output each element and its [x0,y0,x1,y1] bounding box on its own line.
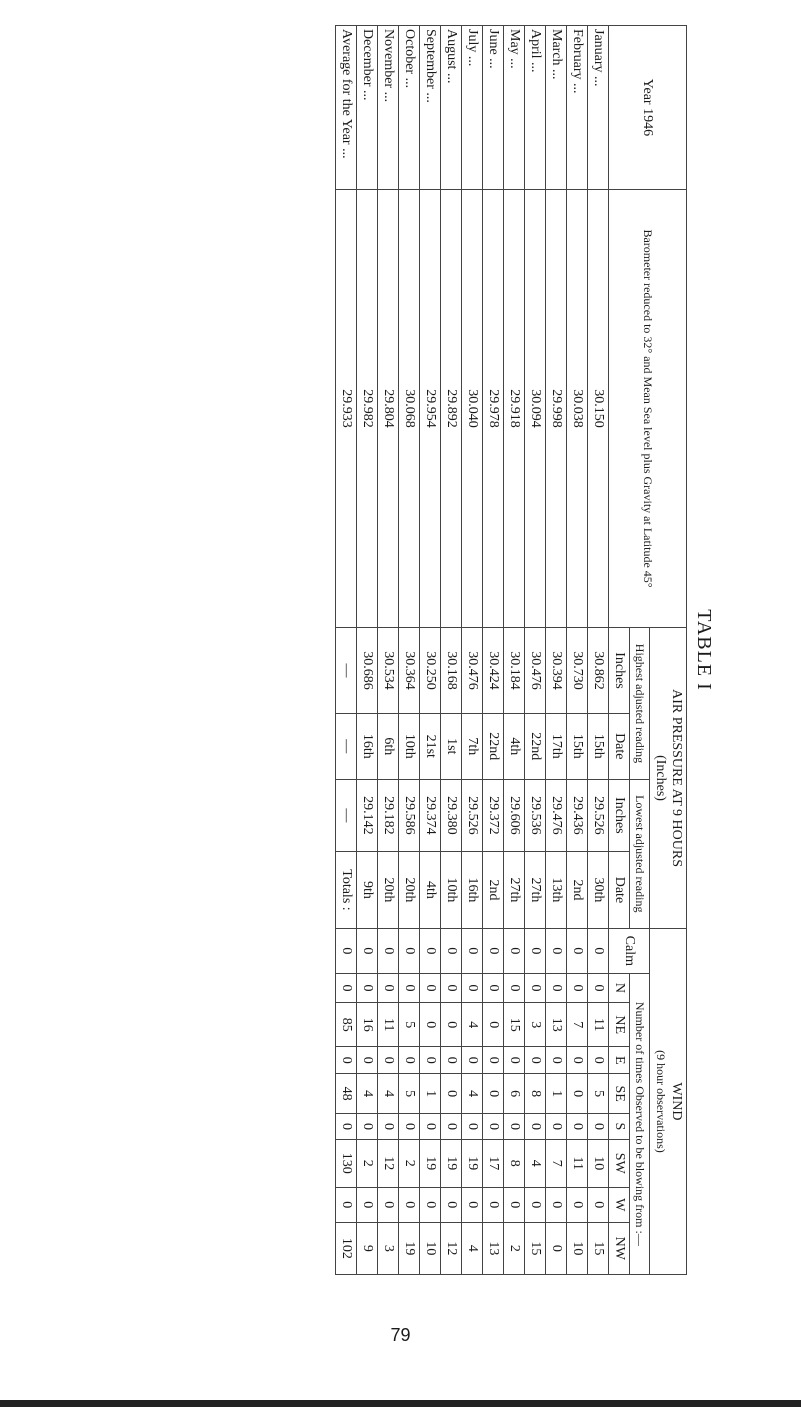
lowest-date: 4th [419,852,440,929]
wind-e-count: 0 [440,1047,461,1074]
calm-count: 0 [545,928,566,973]
calm-count: 0 [482,928,503,973]
highest-inches: — [335,628,356,714]
wind-nw-count: 4 [461,1222,482,1274]
lowest-inches: 29.586 [398,779,419,851]
wind-nw-count: 9 [356,1222,377,1274]
wind-sw-count: 10 [587,1139,608,1187]
lowest-inches: 29.536 [524,779,545,851]
wind-se-count: 48 [335,1074,356,1114]
wind-s-count: 0 [356,1114,377,1139]
wind-s-count: 0 [503,1114,524,1139]
barometer-value: 30.094 [524,189,545,627]
month-label: December ... [356,26,377,190]
highest-date: 22nd [524,713,545,779]
lowest-date: 13th [545,852,566,929]
wind-nw-count: 2 [503,1222,524,1274]
table-row [461,26,482,1275]
wind-s-count: 0 [377,1114,398,1139]
wind-n-count: 0 [356,973,377,1002]
wind-n-count: 0 [545,973,566,1002]
header-observed: Number of times Observed to be blowing from :— [629,973,649,1274]
highest-inches: 30.730 [566,628,587,714]
table-row [545,26,566,1275]
header-lo-date: Date [608,852,629,929]
barometer-value: 29.998 [545,189,566,627]
wind-s-count: 0 [482,1114,503,1139]
lowest-date: 30th [587,852,608,929]
table-row [482,26,503,1275]
wind-nw-count: 12 [440,1222,461,1274]
lowest-date: 20th [377,852,398,929]
wind-ne-count: 11 [377,1003,398,1047]
header-wind-group: WIND (9 hour observations) [649,928,686,1274]
calm-count: 0 [377,928,398,973]
month-label: March ... [545,26,566,190]
calm-count: 0 [398,928,419,973]
wind-e-count: 0 [587,1047,608,1074]
lowest-inches: 29.142 [356,779,377,851]
bottom-rule [0,1400,801,1407]
wind-sw-count: 19 [419,1139,440,1187]
calm-count: 0 [440,928,461,973]
lowest-inches: 29.526 [587,779,608,851]
wind-s-count: 0 [398,1114,419,1139]
lowest-inches: 29.476 [545,779,566,851]
highest-inches: 30.184 [503,628,524,714]
barometer-value: 29.933 [335,189,356,627]
wind-e-count: 0 [356,1047,377,1074]
wind-sw-count: 11 [566,1139,587,1187]
lowest-inches: 29.436 [566,779,587,851]
wind-w-count: 0 [587,1187,608,1222]
calm-count: 0 [566,928,587,973]
wind-sw-count: 7 [545,1139,566,1187]
wind-sw-count: 17 [482,1139,503,1187]
wind-s-count: 0 [545,1114,566,1139]
table-row [524,26,545,1275]
header-calm: Calm [608,928,649,973]
wind-w-count: 0 [482,1187,503,1222]
wind-e-count: 0 [335,1047,356,1074]
wind-se-count: 1 [545,1074,566,1114]
wind-s-count: 0 [524,1114,545,1139]
header-air-group: AIR PRESSURE AT 9 HOURS (Inches) [649,628,686,929]
header-barometer: Barometer reduced to 32° and Mean Sea level plus Gravity at Latitude 45° [608,189,686,627]
calm-count: 0 [335,928,356,973]
table-row [587,26,608,1275]
lowest-date: 20th [398,852,419,929]
header-hi-inches: Inches [608,628,629,714]
wind-n-count: 0 [566,973,587,1002]
header-year: Year 1946 [608,26,686,190]
wind-e-count: 0 [377,1047,398,1074]
highest-inches: 30.250 [419,628,440,714]
month-label: April ... [524,26,545,190]
calm-count: 0 [503,928,524,973]
wind-se-count: 5 [587,1074,608,1114]
wind-nw-count: 13 [482,1222,503,1274]
wind-s-count: 0 [461,1114,482,1139]
wind-nw-count: 10 [566,1222,587,1274]
wind-ne-count: 15 [503,1003,524,1047]
wind-se-count: 0 [566,1074,587,1114]
wind-w-count: 0 [461,1187,482,1222]
wind-e-count: 0 [461,1047,482,1074]
lowest-date: 16th [461,852,482,929]
wind-se-count: 5 [398,1074,419,1114]
header-highest: Highest adjusted reading [629,628,649,780]
wind-e-count: 0 [419,1047,440,1074]
header-dir-w: W [608,1187,629,1222]
wind-n-count: 0 [503,973,524,1002]
wind-sw-count: 4 [524,1139,545,1187]
barometer-value: 29.954 [419,189,440,627]
wind-nw-count: 19 [398,1222,419,1274]
header-dir-s: S [608,1114,629,1139]
wind-ne-count: 3 [524,1003,545,1047]
barometer-value: 30.150 [587,189,608,627]
wind-n-count: 0 [419,973,440,1002]
wind-n-count: 0 [482,973,503,1002]
highest-date: 21st [419,713,440,779]
wind-sw-count: 130 [335,1139,356,1187]
barometer-value: 30.038 [566,189,587,627]
wind-e-count: 0 [545,1047,566,1074]
wind-sw-count: 2 [398,1139,419,1187]
highest-date: 15th [566,713,587,779]
barometer-value: 29.892 [440,189,461,627]
wind-ne-count: 0 [482,1003,503,1047]
wind-e-count: 0 [503,1047,524,1074]
wind-se-count: 4 [377,1074,398,1114]
wind-n-count: 0 [461,973,482,1002]
totals-row [335,26,356,1275]
lowest-date: 2nd [482,852,503,929]
wind-ne-count: 13 [545,1003,566,1047]
month-label: November ... [377,26,398,190]
wind-se-count: 4 [356,1074,377,1114]
lowest-inches: 29.526 [461,779,482,851]
wind-ne-count: 85 [335,1003,356,1047]
lowest-date: 27th [524,852,545,929]
wind-w-count: 0 [566,1187,587,1222]
lowest-date: 2nd [566,852,587,929]
month-label: February ... [566,26,587,190]
table-row [503,26,524,1275]
wind-s-count: 0 [335,1114,356,1139]
month-label: July ... [461,26,482,190]
header-dir-ne: NE [608,1003,629,1047]
month-label: September ... [419,26,440,190]
table-row [440,26,461,1275]
header-dir-e: E [608,1047,629,1074]
lowest-inches: 29.380 [440,779,461,851]
barometer-value: 30.068 [398,189,419,627]
wind-n-count: 0 [440,973,461,1002]
wind-s-count: 0 [440,1114,461,1139]
highest-inches: 30.364 [398,628,419,714]
table-row [356,26,377,1275]
wind-ne-count: 7 [566,1003,587,1047]
wind-ne-count: 11 [587,1003,608,1047]
table-title: TABLE I [692,609,715,691]
lowest-date: Totals : [335,852,356,929]
wind-e-count: 0 [524,1047,545,1074]
barometer-value: 29.978 [482,189,503,627]
highest-inches: 30.862 [587,628,608,714]
lowest-date: 10th [440,852,461,929]
highest-inches: 30.168 [440,628,461,714]
highest-date: 10th [398,713,419,779]
wind-w-count: 0 [503,1187,524,1222]
month-label: June ... [482,26,503,190]
lowest-inches: 29.182 [377,779,398,851]
table-row [566,26,587,1275]
wind-nw-count: 10 [419,1222,440,1274]
wind-s-count: 0 [419,1114,440,1139]
wind-w-count: 0 [335,1187,356,1222]
header-lo-inches: Inches [608,779,629,851]
data-table [335,25,687,1275]
wind-se-count: 8 [524,1074,545,1114]
wind-s-count: 0 [587,1114,608,1139]
highest-date: 16th [356,713,377,779]
calm-count: 0 [461,928,482,973]
wind-sw-count: 2 [356,1139,377,1187]
wind-sw-count: 19 [440,1139,461,1187]
calm-count: 0 [419,928,440,973]
wind-nw-count: 3 [377,1222,398,1274]
wind-nw-count: 102 [335,1222,356,1274]
highest-date: 17th [545,713,566,779]
wind-n-count: 0 [524,973,545,1002]
highest-date: 7th [461,713,482,779]
calm-count: 0 [587,928,608,973]
table-row [419,26,440,1275]
wind-sw-count: 8 [503,1139,524,1187]
lowest-inches: 29.372 [482,779,503,851]
highest-inches: 30.534 [377,628,398,714]
wind-se-count: 4 [461,1074,482,1114]
wind-w-count: 0 [398,1187,419,1222]
highest-date: 22nd [482,713,503,779]
barometer-value: 30.040 [461,189,482,627]
header-hi-date: Date [608,713,629,779]
header-lowest: Lowest adjusted reading [629,779,649,928]
month-label: Average for the Year ... [335,26,356,190]
month-label: October ... [398,26,419,190]
wind-w-count: 0 [356,1187,377,1222]
wind-w-count: 0 [524,1187,545,1222]
wind-nw-count: 15 [587,1222,608,1274]
barometer-value: 29.982 [356,189,377,627]
calm-count: 0 [356,928,377,973]
wind-sw-count: 19 [461,1139,482,1187]
table-row [377,26,398,1275]
highest-inches: 30.476 [461,628,482,714]
wind-ne-count: 0 [440,1003,461,1047]
lowest-inches: — [335,779,356,851]
header-dir-nw: NW [608,1222,629,1274]
barometer-value: 29.918 [503,189,524,627]
month-label: May ... [503,26,524,190]
wind-e-count: 0 [398,1047,419,1074]
barometer-value: 29.804 [377,189,398,627]
wind-ne-count: 5 [398,1003,419,1047]
lowest-date: 9th [356,852,377,929]
page-number: 79 [390,1325,411,1345]
month-label: January ... [587,26,608,190]
wind-se-count: 0 [482,1074,503,1114]
wind-e-count: 0 [482,1047,503,1074]
rotated-table-page [81,25,721,1275]
highest-date: 4th [503,713,524,779]
wind-nw-count: 15 [524,1222,545,1274]
highest-inches: 30.686 [356,628,377,714]
wind-n-count: 0 [398,973,419,1002]
highest-date: — [335,713,356,779]
wind-ne-count: 4 [461,1003,482,1047]
wind-se-count: 6 [503,1074,524,1114]
wind-ne-count: 16 [356,1003,377,1047]
highest-date: 1st [440,713,461,779]
wind-w-count: 0 [377,1187,398,1222]
wind-se-count: 0 [440,1074,461,1114]
highest-inches: 30.394 [545,628,566,714]
highest-inches: 30.476 [524,628,545,714]
wind-e-count: 0 [566,1047,587,1074]
wind-n-count: 0 [377,973,398,1002]
wind-nw-count: 0 [545,1222,566,1274]
lowest-inches: 29.374 [419,779,440,851]
wind-w-count: 0 [545,1187,566,1222]
header-dir-n: N [608,973,629,1002]
lowest-inches: 29.606 [503,779,524,851]
wind-w-count: 0 [440,1187,461,1222]
wind-w-count: 0 [419,1187,440,1222]
highest-date: 15th [587,713,608,779]
wind-n-count: 0 [587,973,608,1002]
wind-s-count: 0 [566,1114,587,1139]
wind-ne-count: 0 [419,1003,440,1047]
table-body [335,26,608,1275]
table-row [398,26,419,1275]
highest-date: 6th [377,713,398,779]
highest-inches: 30.424 [482,628,503,714]
wind-sw-count: 12 [377,1139,398,1187]
header-dir-sw: SW [608,1139,629,1187]
wind-se-count: 1 [419,1074,440,1114]
header-dir-se: SE [608,1074,629,1114]
lowest-date: 27th [503,852,524,929]
wind-n-count: 0 [335,973,356,1002]
calm-count: 0 [524,928,545,973]
month-label: August ... [440,26,461,190]
